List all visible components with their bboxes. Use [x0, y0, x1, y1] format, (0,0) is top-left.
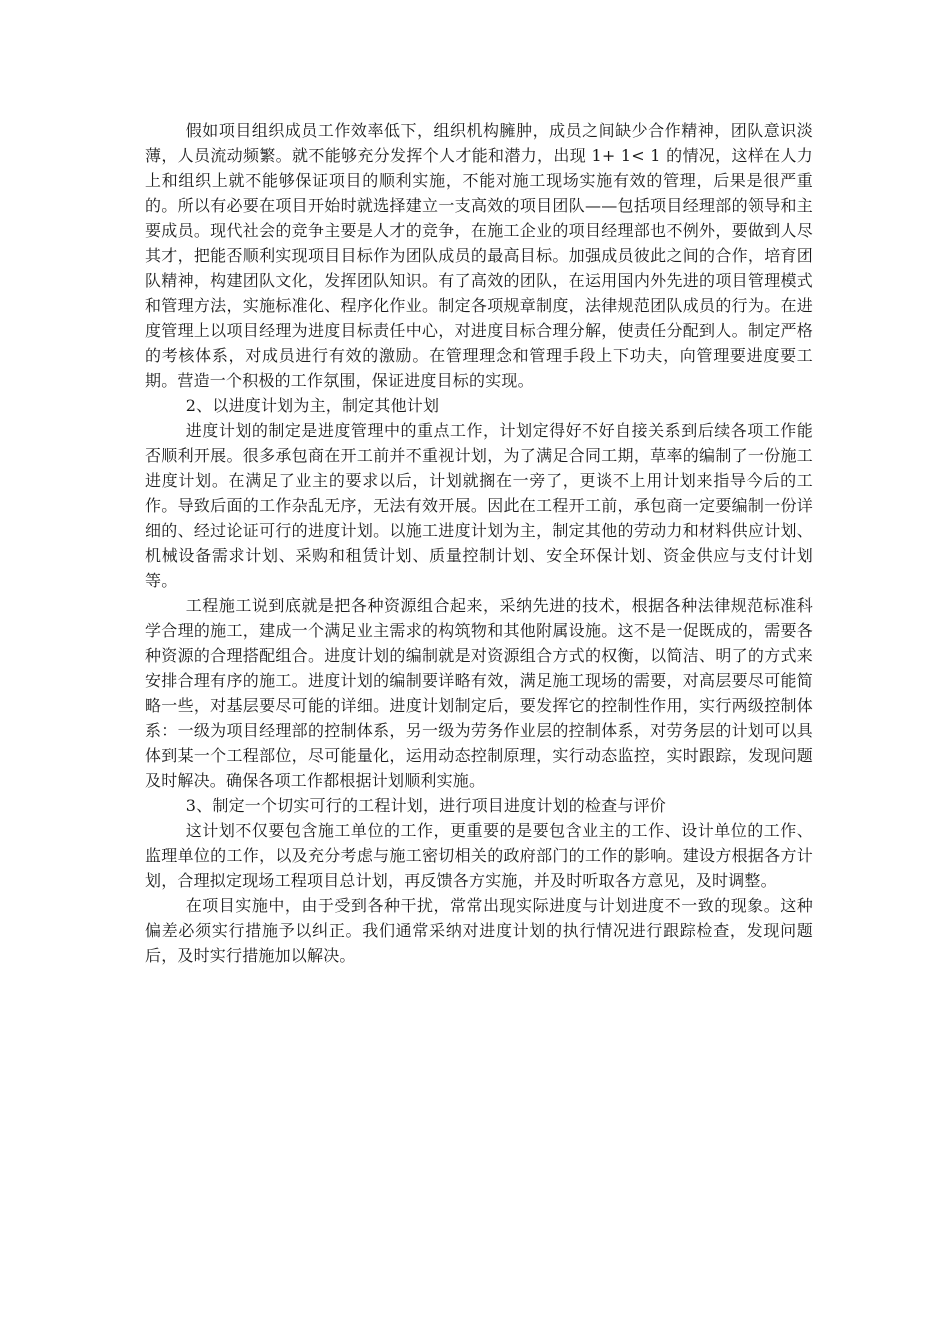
paragraph-deviation-correction: 在项目实施中，由于受到各种干扰，常常出现实际进度与计划进度不一致的现象。这种偏差必须实行措施予以纠正。我们通常采纳对进度计划的执行情况进行跟踪检查，发现问题后，及时实行措施加以解决。	[145, 896, 813, 965]
paragraph-resource-combination: 工程施工说到底就是把各种资源组合起来，采纳先进的技术，根据各种法律规范标准科学合理的施工，建成一个满足业主需求的构筑物和其他附属设施。这不是一促既成的，需要各种资源的合理搭配组合。进度计划的编制就是对资源组合方式的权衡，以简洁、明了的方式来安排合理有序的施工。进度计划的编制要详略有效，满足施工现场的需要，对高层要尽可能简略一些，对基层要尽可能的详细。进度计划制定后，要发挥它的控制性作用，实行两级控制体系：一级为项目经理部的控制体系，另一级为劳务作业层的控制体系，对劳务层的计划可以具体到某一个工程部位，尽可能量化，运用动态控制原理，实行动态监控，实时跟踪，发现问题及时解决。确保各项工作都根据计划顺利实施。	[145, 596, 813, 790]
section-heading-2: 2、以进度计划为主，制定其他计划	[185, 396, 440, 415]
paragraph-schedule-plan: 进度计划的制定是进度管理中的重点工作，计划定得好不好自接关系到后续各项工作能否顺利开展。很多承包商在开工前并不重视计划，为了满足合同工期，草率的编制了一份施工进度计划。在满足了业主的要求以后，计划就搁在一旁了，更谈不上用计划来指导今后的工作。导致后面的工作杂乱无序，无法有效开展。因此在工程开工前，承包商一定要编制一份详细的、经过论证可行的进度计划。以施工进度计划为主，制定其他的劳动力和材料供应计划、机械设备需求计划、采购和租赁计划、质量控制计划、安全环保计划、资金供应与支付计划等。	[145, 421, 813, 590]
paragraph-team-efficiency: 假如项目组织成员工作效率低下，组织机构臃肿，成员之间缺少合作精神，团队意识淡薄，人员流动频繁。就不能够充分发挥个人才能和潜力，出现 1+ 1< 1 的情况，这样在人力上和组织上就不能够保证项目的顺利实施，不能对施工现场实施有效的管理，后果是很严重的。所以有必要在项目开始时就选择建立一支高效的项目团队——包括项目经理部的领导和主要成员。现代社会的竞争主要是人才的竞争，在施工企业的项目经理部也不例外，要做到人尽其才，把能否顺利实现项目目标作为团队成员的最高目标。加强成员彼此之间的合作，培育团队精神，构建团队文化，发挥团队知识。有了高效的团队，在运用国内外先进的项目管理模式和管理方法，实施标准化、程序化作业。制定各项规章制度，法律规范团队成员的行为。在进度管理上以项目经理为进度目标责任中心，对进度目标合理分解，使责任分配到人。制定严格的考核体系，对成员进行有效的激励。在管理理念和管理手段上下功夫，向管理要进度要工期。营造一个积极的工作氛围，保证进度目标的实现。	[145, 121, 813, 390]
section-heading-3: 3、制定一个切实可行的工程计划，进行项目进度计划的检查与评价	[185, 796, 666, 815]
paragraph-plan-scope: 这计划不仅要包含施工单位的工作，更重要的是要包含业主的工作、设计单位的工作、监理单位的工作，以及充分考虑与施工密切相关的政府部门的工作的影响。建设方根据各方计划，合理拟定现场工程项目总计划，再反馈各方实施，并及时听取各方意见，及时调整。	[145, 821, 813, 890]
document-body	[145, 118, 813, 968]
